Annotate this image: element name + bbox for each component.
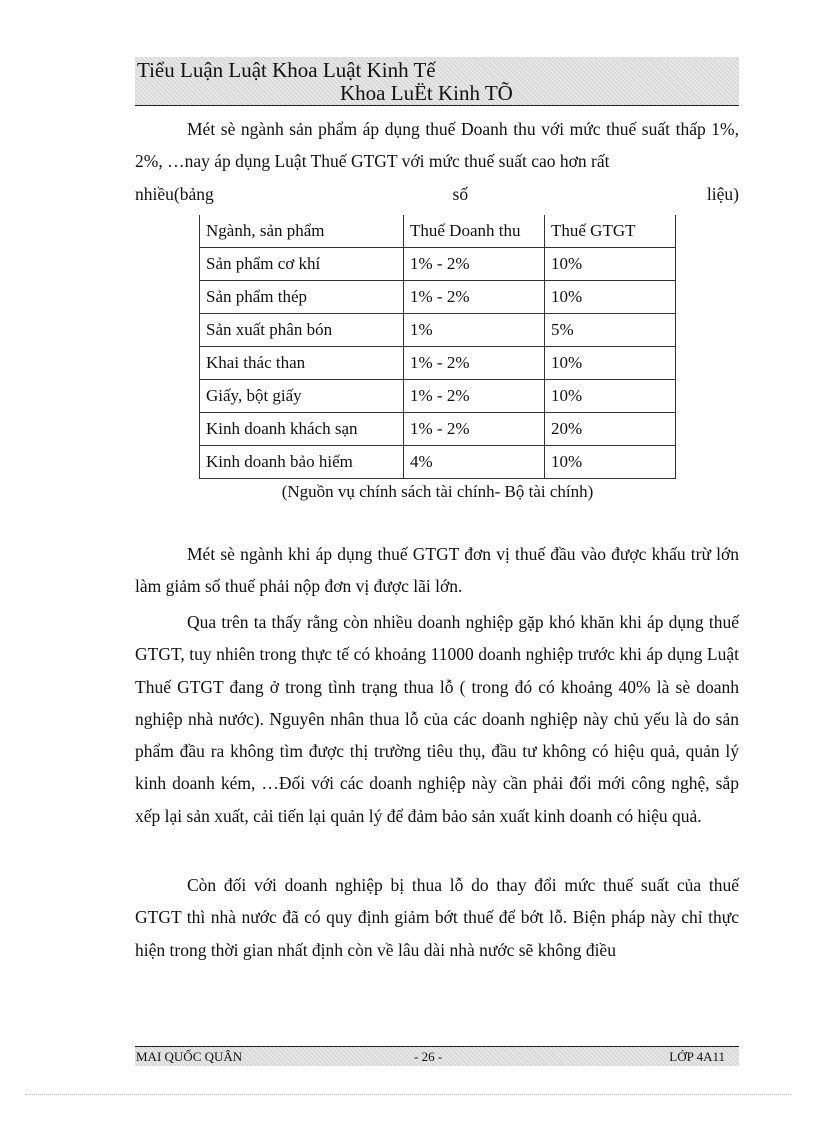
table-source-note: (Nguồn vụ chính sách tài chính- Bộ tài chính) bbox=[281, 482, 594, 501]
table-row bbox=[200, 248, 676, 281]
header-subtitle: Khoa LuËt Kinh TÕ bbox=[340, 81, 513, 105]
page-header bbox=[135, 57, 739, 106]
table-cell: 10% bbox=[545, 446, 676, 479]
header-title: Tiểu Luận Luật Khoa Luật Kinh Tế bbox=[137, 58, 436, 82]
body-paragraph-3: Còn đối với doanh nghiệp bị thua lỗ do thay đổi mức thuế suất của thuế GTGT thì nhà nước đã có quy định giảm bớt thuế để bớt lỗ. Biện pháp này chỉ thực hiện trong thời gian nhất định còn về lâu dài nhà nước sẽ không điều bbox=[135, 875, 739, 960]
table-cell: Sản phẩm thép bbox=[200, 281, 404, 314]
table-row bbox=[200, 347, 676, 380]
table-cell: Kinh doanh khách sạn bbox=[200, 413, 404, 446]
table-cell: 1% - 2% bbox=[404, 380, 545, 413]
footer-class: LỚP 4A11 bbox=[669, 1049, 725, 1064]
table-cell: 10% bbox=[545, 248, 676, 281]
table-cell: 5% bbox=[545, 314, 676, 347]
table-row bbox=[200, 314, 676, 347]
page-bottom-divider bbox=[25, 1094, 791, 1095]
table-cell: Giấy, bột giấy bbox=[200, 380, 404, 413]
table-cell: 1% - 2% bbox=[404, 413, 545, 446]
footer-page-number: - 26 - bbox=[414, 1049, 443, 1064]
table-cell: 10% bbox=[545, 347, 676, 380]
table-cell: Sản phẩm cơ khí bbox=[200, 248, 404, 281]
table-cell: Khai thác than bbox=[200, 347, 404, 380]
body-paragraph-2: Qua trên ta thấy rằng còn nhiều doanh nghiệp gặp khó khăn khi áp dụng thuế GTGT, tuy nhiên trong thực tế có khoảng 11000 doanh nghiệp trước khi áp dụng Luật Thuế GTGT đang ở trong tình trạng thua lỗ ( trong đó có khoảng 40% là sè doanh nghiệp nhà nước). Nguyên nhân thua lỗ của các doanh nghiệp này chủ yếu là do sản phẩm đầu ra không tìm được thị trường tiêu thụ, đầu tư không có hiệu quả, quản lý kinh doanh kém, …Đối với các doanh nghiệp này cần phải đổi mới công nghệ, sắp xếp lại sản xuất, cải tiến lại quản lý để đảm bảo sản xuất kinh doanh có hiệu quả. bbox=[135, 612, 739, 826]
intro-paragraph bbox=[135, 113, 739, 178]
tax-rate-table bbox=[199, 215, 676, 479]
table-cell: 10% bbox=[545, 281, 676, 314]
table-cell: 4% bbox=[404, 446, 545, 479]
table-header-row bbox=[200, 215, 676, 248]
table-cell: Kinh doanh bảo hiểm bbox=[200, 446, 404, 479]
table-cell: 10% bbox=[545, 380, 676, 413]
table-row bbox=[200, 380, 676, 413]
table-cell: 20% bbox=[545, 413, 676, 446]
table-row bbox=[200, 281, 676, 314]
table-header-cell: Thuế GTGT bbox=[545, 215, 676, 248]
footer-author: MAI QUỐC QUÂN bbox=[136, 1049, 243, 1064]
table-row bbox=[200, 446, 676, 479]
table-row bbox=[200, 413, 676, 446]
table-header-cell: Ngành, sản phẩm bbox=[200, 215, 404, 248]
intro-last-line: nhiều(bảng số liệu) bbox=[135, 184, 739, 204]
body-paragraph-1: Mét sè ngành khi áp dụng thuế GTGT đơn vị thuế đầu vào được khấu trừ lớn làm giảm số thuế phải nộp đơn vị được lãi lớn. bbox=[135, 544, 739, 597]
table-cell: 1% bbox=[404, 314, 545, 347]
table-header-cell: Thuế Doanh thu bbox=[404, 215, 545, 248]
table-cell: 1% - 2% bbox=[404, 347, 545, 380]
table-cell: Sản xuất phân bón bbox=[200, 314, 404, 347]
page-footer bbox=[135, 1046, 739, 1066]
table-cell: 1% - 2% bbox=[404, 248, 545, 281]
table-cell: 1% - 2% bbox=[404, 281, 545, 314]
intro-text: Mét sè ngành sản phẩm áp dụng thuế Doanh thu với mức thuế suất thấp 1%, 2%, …nay áp dụng Luật Thuế GTGT với mức thuế suất cao hơn rất bbox=[135, 119, 739, 172]
